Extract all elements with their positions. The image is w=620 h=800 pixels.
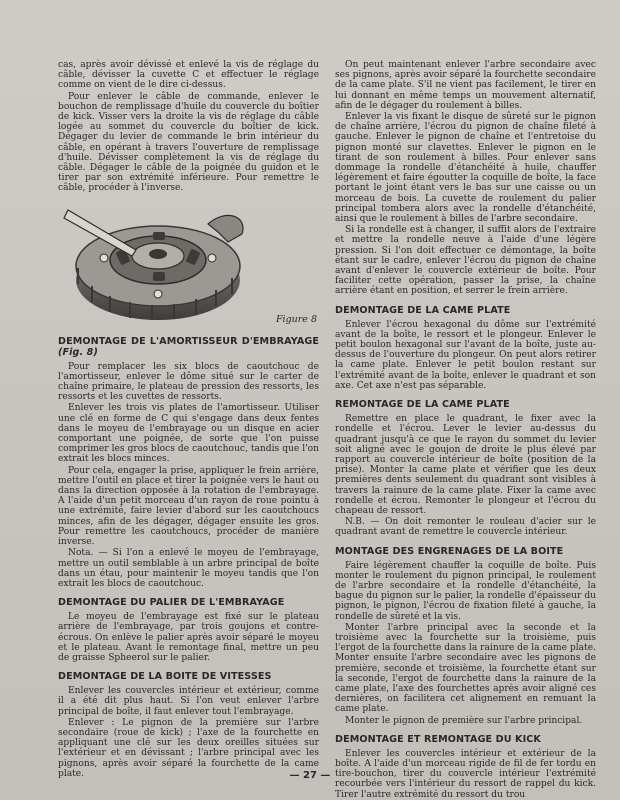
paragraph: Enlever les trois vis plates de l'amortisseur. Utiliser une clé en forme de C qui s'engage dans deux fentes dans le moyeu de l'embrayage ou un disque en acier comportant une poignée, de sorte que l'on puisse comprimer les gros blocs de caoutchouc, tandis que l'on extrait les blocs minces. xyxy=(58,403,319,465)
section-heading: DEMONTAGE ET REMONTAGE DU KICK xyxy=(335,733,541,745)
clutch-hub-illustration xyxy=(58,198,320,328)
paragraph: Monter le pignon de première sur l'arbre principal. xyxy=(345,715,583,726)
paragraph: Enlever l'écrou hexagonal du dôme sur l'extrémité avant de la boîte, le ressort et le plongeur. Enlever le petit boulon hexagonal sur l'avant de la boîte, juste au-dessus de l'ouverture du plongeur. On peut alors retirer la came plate. Enlever le petit boulon restant sur l'extrémité avant de la boîte, enlever le quadrant et son axe. Cet axe n'est pas séparable. xyxy=(335,319,596,391)
paragraph: Enlever la vis fixant le disque de sûreté sur le pignon de chaîne arrière, l'écrou du pignon de chaîne fileté à gauche. Enlever le pignon de chaîne et l'entretoise du pignon monté sur clavettes. Enlever le pignon en le tirant de son roulement à billes. Pour enlever sans dommage la rondelle d'étanchéité à huile, chauffer légèrement et faire égoutter la coquille de boîte, la face portant le joint étant vers le bas sur une caisse ou un morceau de bois. La cuvette de roulement du palier principal tombera alors avec la rondelle d'étanchéité, ainsi que le roulement à billes de l'arbre secondaire. xyxy=(335,112,596,225)
section-heading: DEMONTAGE DE LA CAME PLATE xyxy=(335,304,511,316)
paragraph: Pour remplacer les six blocs de caoutchouc de l'amortisseur, enlever le dôme situé sur le carter de chaîne primaire, le plateau de pression des ressorts, les ressorts et les cuvettes de ressorts. xyxy=(58,361,319,403)
paragraph: Enlever les couvercles intérieur et extérieur, comme il a été dit plus haut. Si l'on veut enlever l'arbre principal de boîte, il faut enlever tout l'embrayage. xyxy=(58,686,319,717)
paragraph: Si la rondelle est à changer, il suffit alors de l'extraire et mettre la rondelle neuve à l'aide d'une légère pression. Si l'on doit effectuer ce démontage, la boîte étant sur le cadre, enlever l'écrou du pignon de chaîne avant d'enlever le couvercle extérieur de boîte. Pour faciliter cette opération, passer la prise, la chaîne arrière étant en position, et serrer le frein arrière. xyxy=(335,225,596,297)
paragraph: Faire légèrement chauffer la coquille de boîte. Puis monter le roulement du pignon principal, le roulement de l'arbre secondaire et la rondelle d'étanchéité, la bague du pignon sur le palier, la rondelle d'épaisseur du pignon, le pignon, l'écrou de fixation fileté à gauche, la rondelle de sûreté et la vis. xyxy=(335,560,596,622)
section-heading: REMONTAGE DE LA CAME PLATE xyxy=(335,399,510,411)
paragraph: Pour enlever le câble de commande, enlever le bouchon de remplissage d'huile du couvercle du boîtier de kick. Visser vers la droite la vis de réglage du câble logée au sommet du couvercle du boîtier de kick. Dégager du levier de commande le brin intérieur du câble, en opérant à travers l'ouverture de remplissage d'huile. Dévisser complètement la vis de réglage du câble. Dégager le câble de la poignée du guidon et le tirer par son extrémité inférieure. Pour remettre le câble, procéder à l'inverse. xyxy=(58,91,319,194)
section-heading: DEMONTAGE DE LA BOITE DE VITESSES xyxy=(58,671,272,683)
paragraph: Remettre en place le quadrant, le fixer avec la rondelle et l'écrou. Lever le levier au-dessus du quadrant jusqu'à ce que le rayon du sommet du levier soit aligné avec le goujon de droite le plus élevé par rapport au couvercle intérieur de boîte (position de la prise). Monter la came plate et vérifier que les deux premières dents seulement du quadrant sont visibles à travers la rainure de la came plate. Fixer la came avec rondelle et écrou. Remonter le plongeur et l'écrou du chapeau de ressort. xyxy=(335,414,596,516)
paragraph: N.B. — On doit remonter le rouleau d'acier sur le quadrant avant de remettre le couvercle intérieur. xyxy=(335,517,596,538)
figure-caption: Figure 8 xyxy=(275,314,317,326)
section-heading-text: DEMONTAGE DE L'AMORTISSEUR D'EMBRAYAGE xyxy=(58,335,319,347)
paragraph: Pour cela, engager la prise, appliquer le frein arrière, mettre l'outil en place et tirer la poignée vers le haut ou dans la direction opposée à la rotation de l'embrayage. A l'aide d'un petit morceau d'un rayon de roue pointu à une extrémité, faire levier d'abord sur les caoutchoucs minces, afin de les dégager, dégager ensuite les gros. Pour remettre les caoutchoucs, procéder de manière inverse. xyxy=(58,465,319,548)
page-number: — 27 — xyxy=(289,770,331,781)
right-column xyxy=(335,60,596,800)
paragraph: Enlever les couvercles intérieur et extérieur de la boîte. A l'aide d'un morceau rigide de fil de fer tordu en tire-bouchon, tirer du couvercle intérieur l'extrémité recourbée vers l'intérieur du ressort de rappel du kick. Tirer l'autre extrémité du ressort du trou xyxy=(335,748,596,800)
paragraph: On peut maintenant enlever l'arbre secondaire avec ses pignons, après avoir séparé la fourchette secondaire de la came plate. S'il ne vient pas facilement, le tirer en lui donnant en même temps un mouvement alternatif, afin de le dégager du roulement à billes. xyxy=(335,60,596,111)
paragraph: Enlever : Le pignon de la première sur l'arbre secondaire (roue de kick) ; l'axe de la fourchette en appliquant une clé sur les deux oreilles situées sur l'extérieur et en dévissant ; l'arbre principal avec les pignons, après avoir séparé la fourchette de la came plate. xyxy=(58,717,319,779)
paragraph: Monter l'arbre principal avec la seconde et la troisième avec la fourchette sur la troisième, puis l'ergot de la fourchette dans la rainure de la came plate. Monter ensuite l'arbre secondaire avec les pignons de première, seconde et troisième, la fourchette étant sur la seconde, l'ergot de fourchette dans la rainure de la came plate, l'axe des fourchettes après avoir aligné ces dernières, on facilitera cet alignement en remuant la came plate. xyxy=(335,622,596,715)
figure-8 xyxy=(58,198,319,328)
paragraph: Le moyeu de l'embrayage est fixé sur le plateau arrière de l'embrayage, par trois goujons et contre-écrous. On enlève le palier après avoir séparé le moyeu et le plateau. Avant le remontage final, mettre un peu de graisse Spheerol sur le palier. xyxy=(58,612,319,663)
section-heading: MONTAGE DES ENGRENAGES DE LA BOITE xyxy=(335,545,564,557)
paragraph: Nota. — Si l'on a enlevé le moyeu de l'embrayage, mettre un outil semblable à un arbre principal de boîte dans un étau, pour maintenir le moyeu tandis que l'on extrait les blocs de caoutchouc. xyxy=(58,548,319,589)
paragraph: cas, après avoir dévissé et enlevé la vis de réglage du câble, dévisser la cuvette C et effectuer le réglage comme on vient de le dire ci-dessus. xyxy=(58,60,319,91)
figure-reference: (Fig. 8) xyxy=(58,346,98,358)
section-heading xyxy=(58,336,319,358)
section-heading: DEMONTAGE DU PALIER DE L'EMBRAYAGE xyxy=(58,597,285,609)
